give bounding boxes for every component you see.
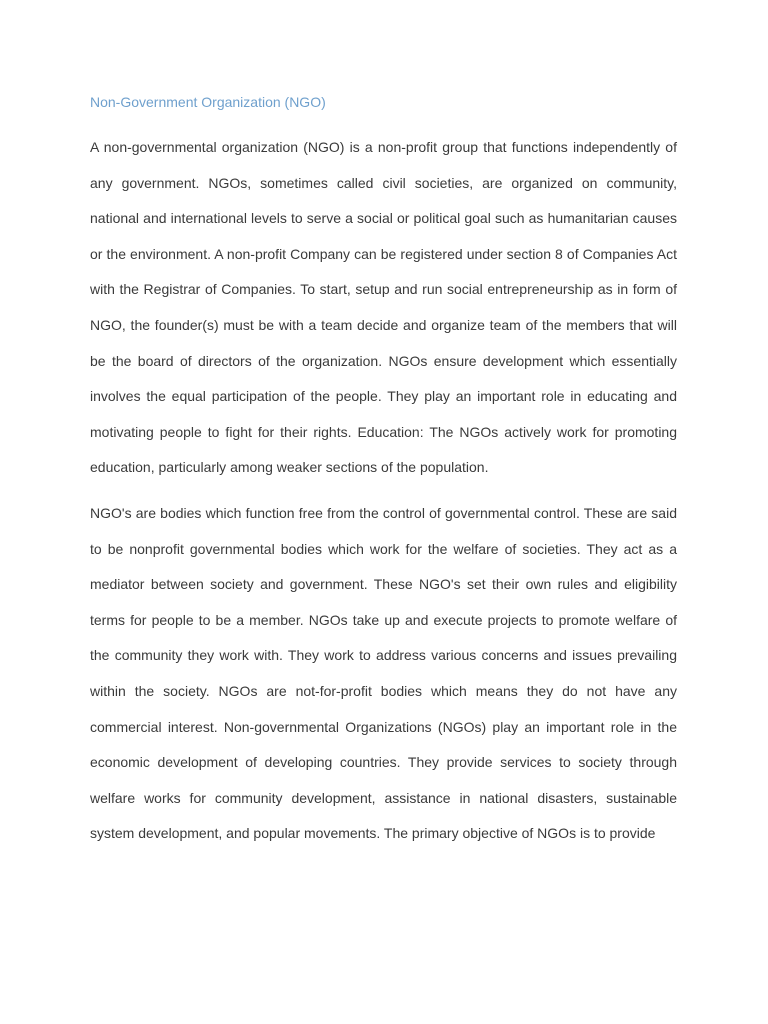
document-body: [90, 92, 677, 862]
paragraph-ngo-bodies: NGO's are bodies which function free from the control of governmental control. These are said to be nonprofit governmental bodies which work for the welfare of societies. They act as a mediator between society and government. These NGO's set their own rules and eligibility terms for people to be a member. NGOs take up and execute projects to promote welfare of the community they work with. They work to address various concerns and issues prevailing within the society. NGOs are not-for-profit bodies which means they do not have any commercial interest. Non-governmental Organizations (NGOs) play an important role in the economic development of developing countries. They provide services to society through welfare works for community development, assistance in national disasters, sustainable system development, and popular movements. The primary objective of NGOs is to provide: [90, 504, 677, 842]
paragraph-intro: A non-governmental organization (NGO) is a non-profit group that functions independently of any government. NGOs, sometimes called civil societies, are organized on community, national and international levels to serve a social or political goal such as humanitarian causes or the environment. A non-profit Company can be registered under section 8 of Companies Act with the Registrar of Companies. To start, setup and run social entrepreneurship as in form of NGO, the founder(s) must be with a team decide and organize team of the members that will be the board of directors of the organization. NGOs ensure development which essentially involves the equal participation of the people. They play an important role in educating and motivating people to fight for their rights. Education: The NGOs actively work for promoting education, particularly among weaker sections of the population.: [90, 139, 677, 476]
document-heading: Non-Government Organization (NGO): [90, 94, 326, 110]
